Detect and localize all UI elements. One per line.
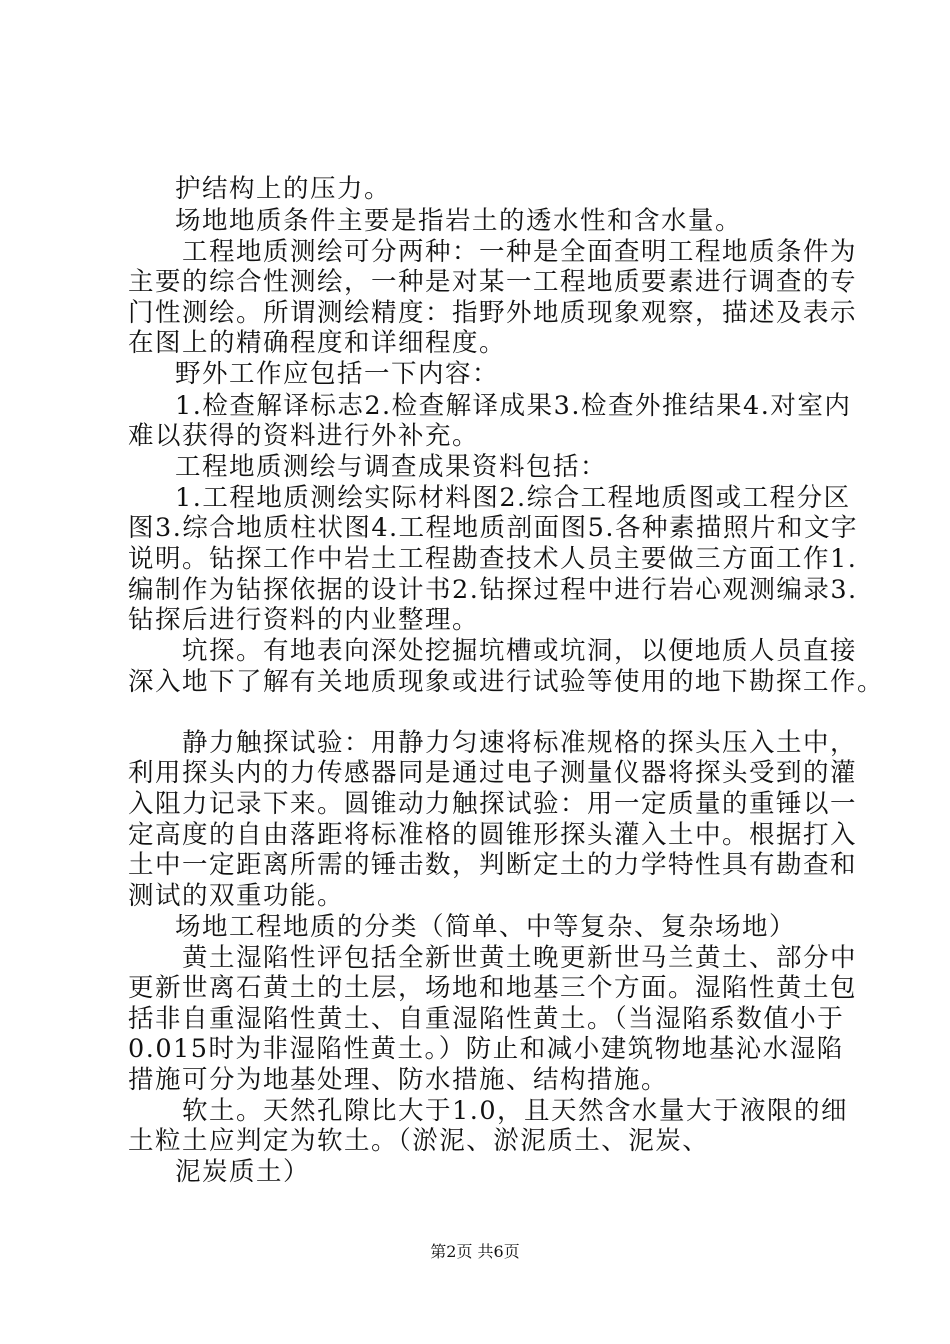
text-line: 测试的双重功能。 (128, 881, 345, 911)
text-line: 护结构上的压力。 (175, 174, 392, 204)
text-line: 静力触探试验：用静力匀速将标准规格的探头压入土中， (182, 728, 858, 758)
text-line: 工程地质测绘可分两种：一种是全面查明工程地质条件为 (182, 237, 858, 267)
text-line: 编制作为钻探依据的设计书2.钻探过程中进行岩心观测编录3. (128, 575, 858, 605)
text-line: 说明。钻探工作中岩土工程勘查技术人员主要做三方面工作1. (128, 544, 858, 574)
text-line: 泥炭质土） (175, 1157, 311, 1187)
text-line: 定高度的自由落距将标准格的圆锥形探头灌入土中。根据打入 (128, 820, 858, 850)
text-line: 场地工程地质的分类（简单、中等复杂、复杂场地） (175, 912, 797, 942)
text-line: 软土。天然孔隙比大于1.0，且天然含水量大于液限的细 (182, 1096, 849, 1126)
text-line: 1.检查解译标志2.检查解译成果3.检查外推结果4.对室内 (175, 391, 852, 421)
text-line: 利用探头内的力传感器同是通过电子测量仪器将探头受到的灌 (128, 758, 858, 788)
text-line: 场地地质条件主要是指岩土的透水性和含水量。 (175, 206, 743, 236)
text-line: 深入地下了解有关地质现象或进行试验等使用的地下勘探工作。 (128, 667, 885, 697)
text-line: 括非自重湿陷性黄土、自重湿陷性黄土。（当湿陷系数值小于 (128, 1004, 845, 1034)
text-line: 主要的综合性测绘，一种是对某一工程地质要素进行调查的专 (128, 267, 858, 297)
text-line: 黄土湿陷性评包括全新世黄土晚更新世马兰黄土、部分中 (182, 943, 858, 973)
text-line: 钻探后进行资料的内业整理。 (128, 605, 480, 635)
text-line: 0.015时为非湿陷性黄土。）防止和减小建筑物地基沁水湿陷 (128, 1034, 844, 1064)
text-line: 门性测绘。所谓测绘精度：指野外地质现象观察，描述及表示 (128, 298, 858, 328)
text-line: 入阻力记录下来。圆锥动力触探试验：用一定质量的重锤以一 (128, 789, 858, 819)
text-line: 难以获得的资料进行外补充。 (128, 421, 480, 451)
text-line: 坑探。有地表向深处挖掘坑槽或坑洞，以便地质人员直接 (182, 636, 858, 666)
text-line: 1.工程地质测绘实际材料图2.综合工程地质图或工程分区 (175, 483, 851, 513)
text-line: 土中一定距离所需的锤击数，判断定土的力学特性具有勘查和 (128, 850, 858, 880)
text-line: 土粒土应判定为软土。（淤泥、淤泥质土、泥炭、 (128, 1126, 710, 1156)
text-line: 措施可分为地基处理、防水措施、结构措施。 (128, 1065, 669, 1095)
text-line: 工程地质测绘与调查成果资料包括： (175, 452, 608, 482)
text-line: 图3.综合地质柱状图4.工程地质剖面图5.各种素描照片和文字 (128, 513, 858, 543)
text-line: 更新世离石黄土的土层，场地和地基三个方面。湿陷性黄土包 (128, 973, 858, 1003)
text-line: 野外工作应包括一下内容： (175, 359, 500, 389)
page-number-footer: 第2页 共6页 (430, 1242, 520, 1261)
text-line: 在图上的精确程度和详细程度。 (128, 328, 507, 358)
